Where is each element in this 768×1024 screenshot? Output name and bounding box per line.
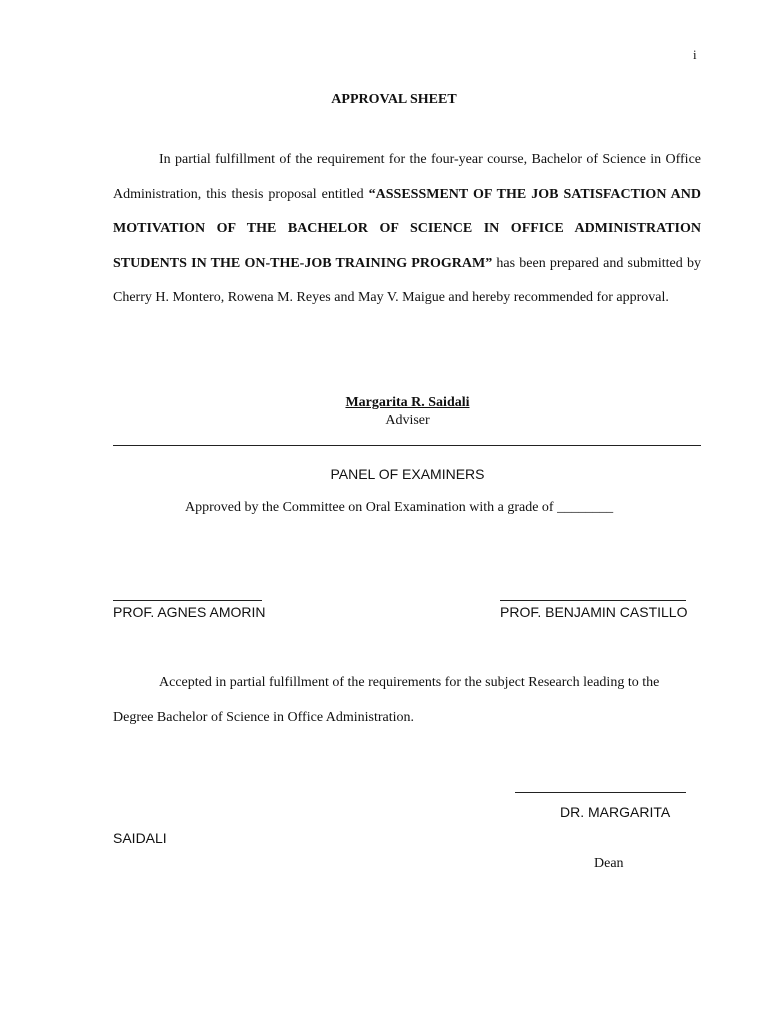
examiner-name-1: PROF. AGNES AMORIN — [113, 604, 266, 620]
document-title: APPROVAL SHEET — [331, 92, 457, 107]
dean-role: Dean — [594, 856, 624, 871]
intro-text-after: has been prepared and submitted by Cherry H. Montero, Rowena M. Reyes and May V. Maigue and hereby recommended for approval. — [113, 255, 701, 305]
dean-name-line2: SAIDALI — [113, 830, 167, 846]
adviser-role: Adviser — [385, 413, 430, 428]
dean-signature-line — [515, 792, 686, 793]
committee-grade-line: Approved by the Committee on Oral Examination with a grade of ________ — [185, 500, 614, 515]
intro-paragraph — [113, 143, 701, 316]
panel-heading: PANEL OF EXAMINERS — [330, 466, 485, 482]
section-divider — [113, 445, 701, 446]
acceptance-paragraph — [113, 666, 701, 735]
intro-text-before: In partial fulfillment of the requirement for the four-year course, Bachelor of Science in Office Administration, this thesis proposal entitled — [113, 152, 701, 202]
page-number: i — [693, 47, 697, 62]
adviser-block — [0, 394, 768, 430]
examiner-name-2: PROF. BENJAMIN CASTILLO — [500, 604, 688, 620]
acceptance-text: Accepted in partial fulfillment of the requirements for the subject Research leading to the Degree Bachelor of Science in Office Administration. — [113, 675, 660, 725]
adviser-name: Margarita R. Saidali — [345, 395, 470, 410]
dean-name-line1: DR. MARGARITA — [560, 804, 671, 820]
thesis-title: “ASSESSMENT OF THE JOB SATISFACTION AND MOTIVATION OF THE BACHELOR OF SCIENCE IN OFFICE ADMINISTRATION STUDENTS IN THE ON-THE-JOB TRAINING PROGRAM” — [113, 186, 701, 271]
examiner-signature-line-1 — [113, 600, 262, 601]
examiner-signature-line-2 — [500, 600, 686, 601]
